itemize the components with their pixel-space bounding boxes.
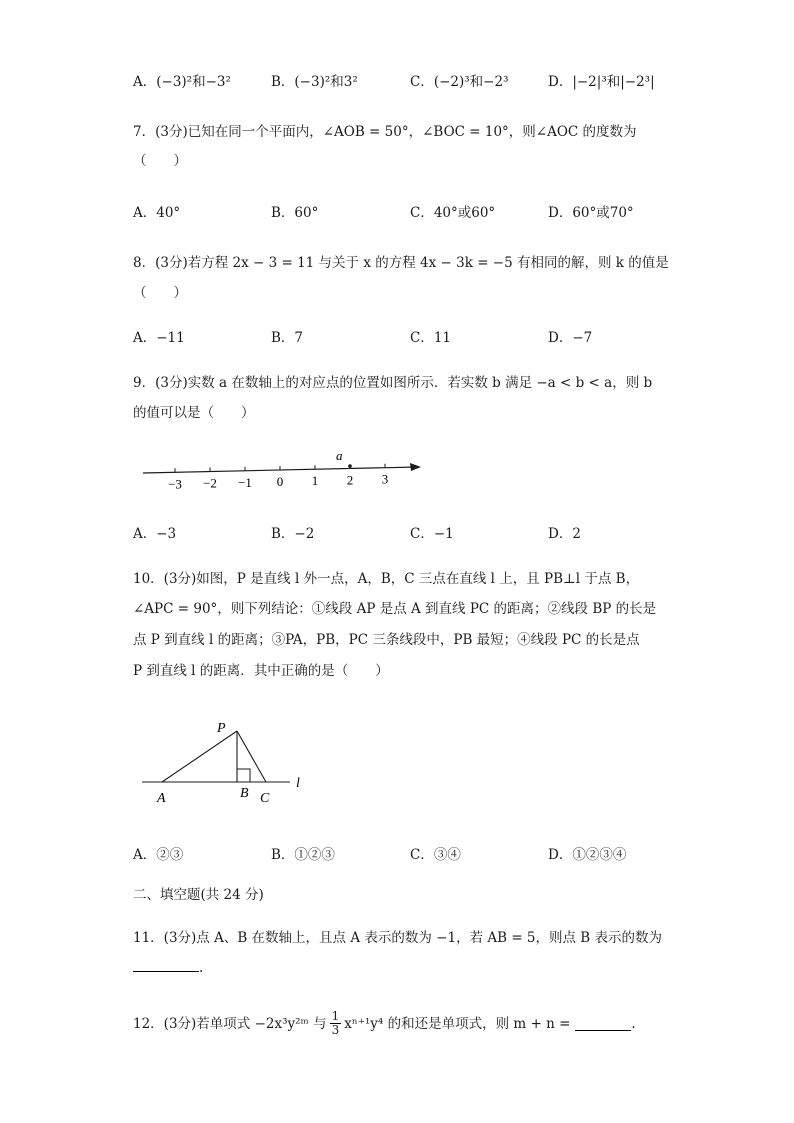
- section-title: 二、填空题(共 24 分): [133, 887, 264, 903]
- q7-text-line1: 7．(3分)已知在同一个平面内，∠AOB = 50°，∠BOC = 10°，则∠AOC 的度数为: [133, 124, 637, 140]
- q10-option-d: D．①②③④: [548, 847, 627, 863]
- q11-answer-blank[interactable]: [133, 957, 199, 972]
- label-c: C: [260, 791, 270, 806]
- axis-tick-label: 1: [311, 473, 319, 489]
- q8-option-a: A．−11: [133, 330, 185, 346]
- q12-prefix: 12．(3分)若单项式 −2x³y²ᵐ 与: [133, 1015, 327, 1032]
- q11-text-line1: 11．(3分)点 A、B 在数轴上，且点 A 表示的数为 −1，若 AB = 5，则点 B 表示的数为: [133, 930, 663, 946]
- q6-option-a: A．(−3)²和−3²: [133, 74, 231, 90]
- q10-option-c: C．③④: [410, 847, 461, 863]
- q10-text-line1: 10．(3分)如图，P 是直线 l 外一点，A，B，C 三点在直线 l 上，且 PB⊥l 于点 B，: [133, 571, 640, 587]
- q7-option-c: C．40°或60°: [410, 205, 496, 221]
- q7-text-line2: （ ）: [133, 153, 187, 169]
- q9-option-d: D．2: [548, 526, 581, 542]
- q6-option-b: B．(−3)²和3²: [271, 74, 358, 90]
- number-line-figure: [130, 440, 440, 500]
- q8-text-line2: （ ）: [133, 285, 187, 301]
- q9-text-line2: 的值可以是（ ）: [133, 405, 255, 421]
- q12-frac-num: 1: [331, 1009, 340, 1023]
- axis-tick-label: −3: [168, 476, 182, 492]
- axis-tick-label: −1: [238, 474, 252, 490]
- q8-option-b: B．7: [271, 330, 304, 346]
- q8-option-c: C．11: [410, 330, 452, 346]
- q12-fraction: [330, 1010, 342, 1037]
- label-l: l: [296, 776, 300, 791]
- q11-answer-line: [133, 957, 203, 978]
- number-line-arrow-icon: [410, 463, 421, 471]
- q12-middle: xⁿ⁺¹y⁴ 的和还是单项式，则 m + n =: [344, 1015, 571, 1032]
- q9-text-line1: 9．(3分)实数 a 在数轴上的对应点的位置如图所示．若实数 b 满足 −a < b < a，则 b: [133, 375, 653, 391]
- axis-tick-label: 2: [346, 472, 354, 488]
- q10-text-line2: ∠APC = 90°，则下列结论：①线段 AP 是点 A 到直线 PC 的距离；②线段 BP 的长是: [133, 601, 657, 617]
- q11-period: .: [199, 960, 204, 976]
- q10-text-line3: 点 P 到直线 l 的距离；③PA，PB，PC 三条线段中，PB 最短；④线段 PC 的长是点: [133, 632, 640, 648]
- point-a-label: a: [336, 448, 343, 463]
- q10-option-a: A．②③: [133, 847, 184, 863]
- label-p: P: [217, 721, 226, 736]
- axis-tick-label: 3: [381, 471, 389, 487]
- axis-tick-label: 0: [276, 474, 284, 490]
- q10-option-b: B．①②③: [271, 847, 335, 863]
- q9-option-a: A．−3: [133, 526, 177, 542]
- q6-option-c: C．(−2)³和−2³: [410, 74, 509, 90]
- q7-option-d: D．60°或70°: [548, 205, 634, 221]
- triangle-figure: [140, 714, 320, 814]
- q9-option-c: C．−1: [410, 526, 454, 542]
- label-b: B: [240, 786, 249, 801]
- q8-option-d: D．−7: [548, 330, 593, 346]
- point-a-marker: [348, 464, 352, 468]
- segment-pa: [162, 731, 237, 782]
- q8-text-line1: 8．(3分)若方程 2x − 3 = 11 与关于 x 的方程 4x − 3k = −5 有相同的解，则 k 的值是: [133, 255, 669, 271]
- q12-period: .: [631, 1015, 636, 1032]
- q6-option-d: D．|−2|³和|−2³|: [548, 74, 655, 90]
- q12-answer-blank[interactable]: [575, 1016, 631, 1031]
- axis-tick-label: −2: [203, 475, 217, 491]
- q7-option-b: B．60°: [271, 205, 319, 221]
- q7-option-a: A．40°: [133, 205, 181, 221]
- q10-text-line4: P 到直线 l 的距离．其中正确的是（ ）: [133, 663, 389, 679]
- q12-frac-den: 3: [331, 1023, 340, 1037]
- label-a: A: [157, 791, 166, 806]
- q12-text-line: [133, 1010, 636, 1037]
- segment-pc: [237, 731, 266, 782]
- right-angle-mark: [237, 769, 250, 782]
- q9-option-b: B．−2: [271, 526, 315, 542]
